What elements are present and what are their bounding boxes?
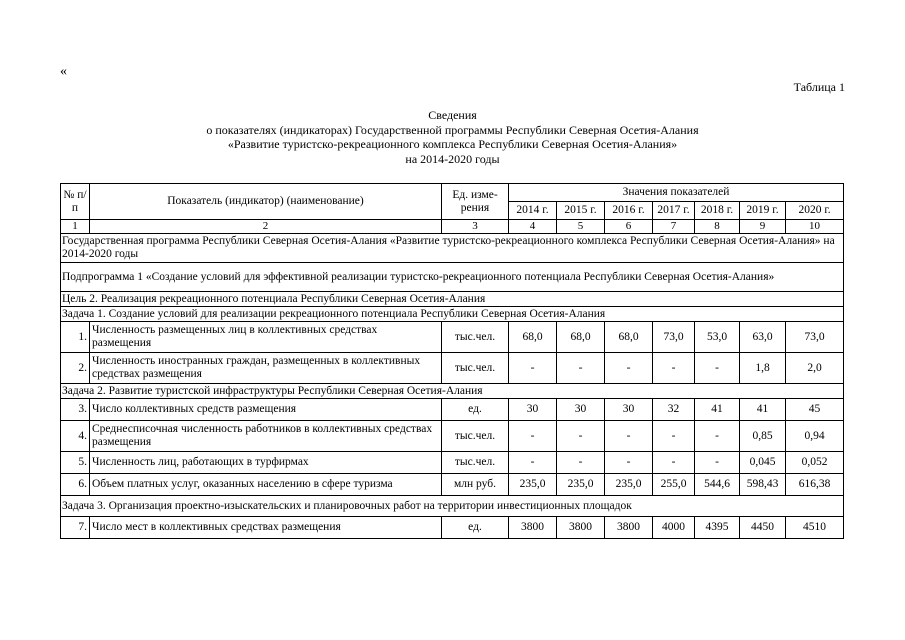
year-cell: 2014 г. [509,202,557,220]
task-row [61,384,844,399]
col-number: 7 [653,220,695,234]
col-number: 10 [786,220,844,234]
value-cell: 1,8 [740,353,786,384]
heading-line-1: Сведения [428,108,477,122]
value-cell: 0,045 [740,452,786,474]
unit-cell: тыс.чел. [442,353,509,384]
value-cell: - [509,353,557,384]
value-cell: 68,0 [557,322,605,353]
value-cell: - [509,452,557,474]
value-cell: 544,6 [695,474,740,496]
indicator-name: Численность размещенных лиц в коллективных средствах размещения [90,322,442,353]
open-quote: « [60,64,67,79]
unit-cell: млн руб. [442,474,509,496]
col-number: 6 [605,220,653,234]
col-number: 4 [509,220,557,234]
heading-line-2: о показателях (индикаторах) Государственной программы Республики Северная Осетия-Алания [206,122,699,137]
value-cell: 41 [740,399,786,421]
col-number: 1 [61,220,90,234]
task-row [61,496,844,517]
value-cell: - [605,452,653,474]
table-row [61,353,844,384]
table-number: Таблица 1 [793,80,845,94]
table-row [61,474,844,496]
col-number: 3 [442,220,509,234]
value-cell: - [653,353,695,384]
unit-cell: ед. [442,517,509,539]
program-title: Государственная программа Республики Северная Осетия-Алания «Развитие туристско-рекреационного комплекса Республики Северная Осетия-Алания» на 2014-2020 годы [61,234,844,263]
value-cell: 3800 [557,517,605,539]
unit-cell: тыс.чел. [442,452,509,474]
value-cell: 30 [605,399,653,421]
col-number: 8 [695,220,740,234]
year-cell: 2017 г. [653,202,695,220]
year-cell: 2018 г. [695,202,740,220]
value-cell: 73,0 [786,322,844,353]
unit-cell: тыс.чел. [442,421,509,452]
row-number: 3. [61,399,90,421]
value-cell: 68,0 [509,322,557,353]
unit-cell: тыс.чел. [442,322,509,353]
value-cell: 4450 [740,517,786,539]
document-heading [0,108,905,166]
value-cell: - [605,353,653,384]
value-cell: 235,0 [605,474,653,496]
value-cell: 45 [786,399,844,421]
value-cell: 4395 [695,517,740,539]
table-row [61,421,844,452]
value-cell: 0,94 [786,421,844,452]
year-cell: 2020 г. [786,202,844,220]
task-1-title: Задача 1. Создание условий для реализации рекреационного потенциала Республики Северная Осетия-Алания [61,307,844,322]
program-row [61,234,844,263]
value-cell: - [695,421,740,452]
value-cell: 0,052 [786,452,844,474]
indicators-table [60,183,844,539]
year-cell: 2019 г. [740,202,786,220]
row-number: 2. [61,353,90,384]
goal-title: Цель 2. Реализация рекреационного потенциала Республики Северная Осетия-Алания [61,292,844,307]
row-number: 1. [61,322,90,353]
heading-line-4: на 2014-2020 годы [405,151,500,166]
row-number: 5. [61,452,90,474]
value-cell: 4510 [786,517,844,539]
value-cell: - [557,421,605,452]
value-cell: 41 [695,399,740,421]
value-cell: 2,0 [786,353,844,384]
value-cell: 3800 [509,517,557,539]
indicator-name: Объем платных услуг, оказанных населению в сфере туризма [90,474,442,496]
header-row [61,184,844,202]
table-row [61,322,844,353]
column-numbers-row [61,220,844,234]
row-number: 4. [61,421,90,452]
value-cell: - [605,421,653,452]
value-cell: - [557,452,605,474]
heading-line-3: «Развитие туристско-рекреационного комплекса Республики Северная Осетия-Алания» [227,137,678,151]
value-cell: - [653,452,695,474]
value-cell: 616,38 [786,474,844,496]
value-cell: 30 [509,399,557,421]
year-cell: 2016 г. [605,202,653,220]
col-number: 9 [740,220,786,234]
value-cell: - [695,452,740,474]
header-no: № п/п [61,184,90,220]
indicator-name: Число мест в коллективных средствах размещения [90,517,442,539]
value-cell: 3800 [605,517,653,539]
unit-cell: ед. [442,399,509,421]
year-cell: 2015 г. [557,202,605,220]
col-number: 2 [90,220,442,234]
indicator-name: Число коллективных средств размещения [90,399,442,421]
header-indicator: Показатель (индикатор) (наименование) [90,184,442,220]
header-unit: Ед. изме-рения [442,184,509,220]
value-cell: 255,0 [653,474,695,496]
value-cell: 0,85 [740,421,786,452]
value-cell: 73,0 [653,322,695,353]
value-cell: 4000 [653,517,695,539]
value-cell: 32 [653,399,695,421]
value-cell: - [653,421,695,452]
value-cell: - [509,421,557,452]
row-number: 6. [61,474,90,496]
subprogram-row [61,263,844,292]
value-cell: 63,0 [740,322,786,353]
value-cell: 598,43 [740,474,786,496]
task-3-title: Задача 3. Организация проектно-изыскательских и планировочных работ на территории инвестиционных площадок [61,496,844,517]
table-row [61,452,844,474]
task-row [61,307,844,322]
value-cell: 30 [557,399,605,421]
indicator-name: Численность лиц, работающих в турфирмах [90,452,442,474]
value-cell: - [695,353,740,384]
value-cell: 235,0 [557,474,605,496]
indicator-name: Среднесписочная численность работников в коллективных средствах размещения [90,421,442,452]
goal-row [61,292,844,307]
subprogram-title: Подпрограмма 1 «Создание условий для эффективной реализации туристско-рекреационного потенциала Республики Северная Осетия-Алания» [61,263,844,292]
value-cell: - [557,353,605,384]
task-2-title: Задача 2. Развитие туристской инфраструктуры Республики Северная Осетия-Алания [61,384,844,399]
value-cell: 53,0 [695,322,740,353]
table-row [61,399,844,421]
value-cell: 68,0 [605,322,653,353]
table-row [61,517,844,539]
header-values: Значения показателей [509,184,844,202]
value-cell: 235,0 [509,474,557,496]
row-number: 7. [61,517,90,539]
col-number: 5 [557,220,605,234]
indicator-name: Численность иностранных граждан, размещенных в коллективных средствах размещения [90,353,442,384]
